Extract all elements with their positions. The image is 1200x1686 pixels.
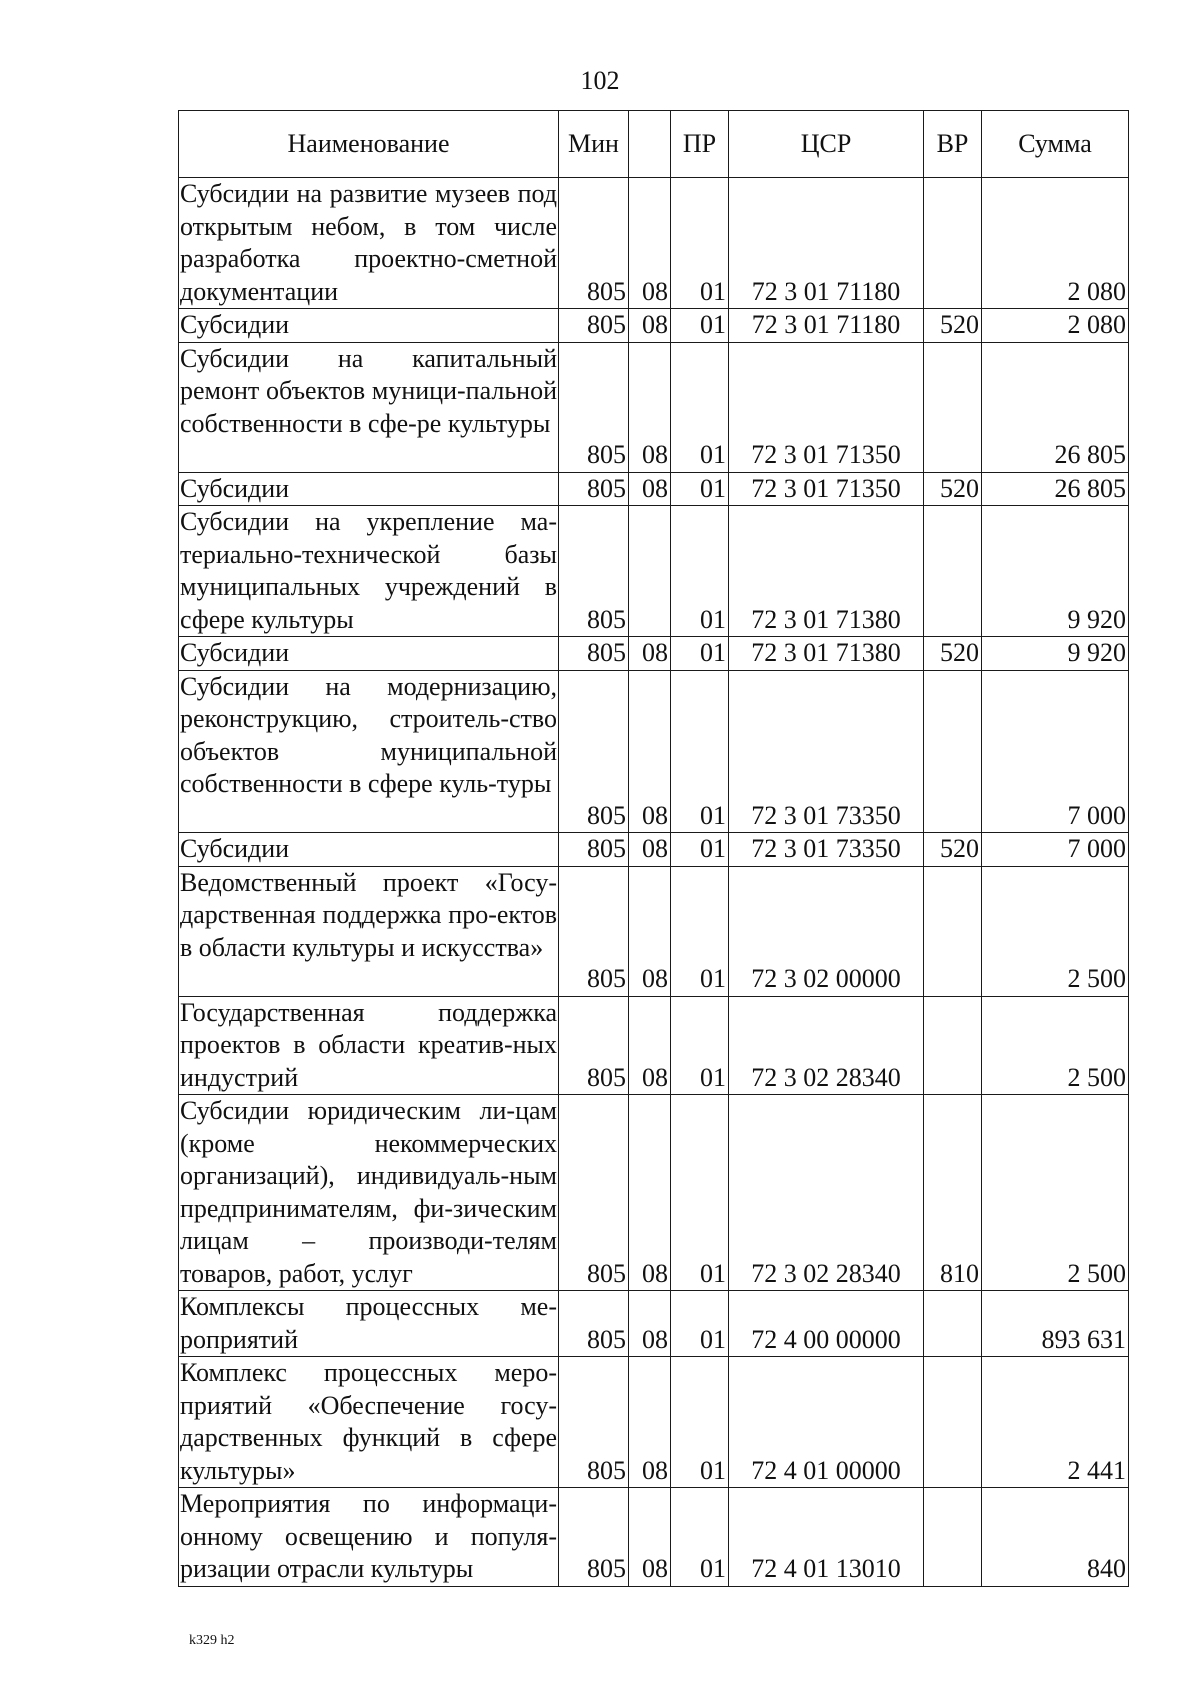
cell-rz: 08 (629, 1488, 671, 1587)
header-vr: ВР (924, 111, 982, 178)
cell-pr: 01 (671, 342, 729, 472)
cell-min: 805 (559, 1357, 629, 1488)
cell-vr (924, 178, 982, 309)
cell-pr: 01 (671, 637, 729, 671)
cell-name: Комплекс процессных меро-приятий «Обеспечение госу-дарственных функций в сфере культуры» (179, 1357, 559, 1488)
cell-name: Субсидии на развитие музеев под открытым небом, в том числе разработка проектно-сметной документации (179, 178, 559, 309)
cell-vr (924, 1291, 982, 1357)
cell-min: 805 (559, 833, 629, 867)
cell-sum: 893 631 (982, 1291, 1129, 1357)
header-min: Мин (559, 111, 629, 178)
cell-vr (924, 342, 982, 472)
cell-pr: 01 (671, 309, 729, 343)
cell-csr: 72 4 01 13010 (729, 1488, 924, 1587)
table-row (179, 309, 1129, 343)
cell-pr: 01 (671, 866, 729, 996)
cell-vr (924, 506, 982, 637)
cell-vr: 520 (924, 309, 982, 343)
cell-csr: 72 3 01 71380 (729, 506, 924, 637)
footer-code: k329 h2 (189, 1633, 235, 1648)
cell-csr: 72 3 02 00000 (729, 866, 924, 996)
table-row (179, 1488, 1129, 1587)
cell-name: Субсидии (179, 472, 559, 506)
cell-min: 805 (559, 309, 629, 343)
cell-min: 805 (559, 866, 629, 996)
cell-csr: 72 3 01 73350 (729, 833, 924, 867)
header-sum: Сумма (982, 111, 1129, 178)
cell-rz: 08 (629, 996, 671, 1095)
cell-vr (924, 996, 982, 1095)
table-row (179, 178, 1129, 309)
cell-name: Субсидии на капитальный ремонт объектов муници-пальной собственности в сфе-ре культуры (179, 342, 559, 472)
cell-rz: 08 (629, 342, 671, 472)
cell-min: 805 (559, 1095, 629, 1291)
header-rz (629, 111, 671, 178)
cell-csr: 72 3 01 71380 (729, 637, 924, 671)
cell-min: 805 (559, 342, 629, 472)
cell-sum: 840 (982, 1488, 1129, 1587)
cell-csr: 72 3 01 71350 (729, 472, 924, 506)
cell-pr: 01 (671, 1488, 729, 1587)
cell-csr: 72 3 02 28340 (729, 996, 924, 1095)
cell-csr: 72 3 01 71350 (729, 342, 924, 472)
cell-rz: 08 (629, 833, 671, 867)
cell-vr: 520 (924, 833, 982, 867)
cell-rz: 08 (629, 670, 671, 833)
cell-name: Субсидии (179, 637, 559, 671)
cell-sum: 26 805 (982, 472, 1129, 506)
cell-sum: 2 441 (982, 1357, 1129, 1488)
cell-min: 805 (559, 1291, 629, 1357)
cell-pr: 01 (671, 833, 729, 867)
cell-sum: 2 500 (982, 866, 1129, 996)
cell-pr: 01 (671, 1095, 729, 1291)
cell-pr: 01 (671, 996, 729, 1095)
cell-rz: 08 (629, 1095, 671, 1291)
cell-pr: 01 (671, 1291, 729, 1357)
cell-rz: 08 (629, 1291, 671, 1357)
table-row (179, 472, 1129, 506)
cell-rz: 08 (629, 637, 671, 671)
cell-sum: 9 920 (982, 506, 1129, 637)
cell-pr: 01 (671, 472, 729, 506)
table-body (179, 178, 1129, 1587)
cell-csr: 72 3 02 28340 (729, 1095, 924, 1291)
cell-vr (924, 1488, 982, 1587)
table-header-row (179, 111, 1129, 178)
cell-vr (924, 866, 982, 996)
cell-min: 805 (559, 637, 629, 671)
cell-min: 805 (559, 178, 629, 309)
cell-rz: 08 (629, 866, 671, 996)
cell-sum: 2 500 (982, 1095, 1129, 1291)
cell-name: Субсидии (179, 309, 559, 343)
table-row (179, 506, 1129, 637)
cell-csr: 72 3 01 73350 (729, 670, 924, 833)
cell-csr: 72 4 00 00000 (729, 1291, 924, 1357)
table-row (179, 670, 1129, 833)
cell-min: 805 (559, 1488, 629, 1587)
cell-pr: 01 (671, 506, 729, 637)
budget-table (178, 110, 1129, 1587)
table-row (179, 866, 1129, 996)
cell-min: 805 (559, 506, 629, 637)
cell-name: Ведомственный проект «Госу-дарственная поддержка про-ектов в области культуры и искусства» (179, 866, 559, 996)
cell-name: Субсидии на укрепление ма-териально-технической базы муниципальных учреждений в сфере культуры (179, 506, 559, 637)
cell-rz (629, 506, 671, 637)
cell-name: Субсидии на модернизацию, реконструкцию, строитель-ство объектов муниципальной собственности в сфере куль-туры (179, 670, 559, 833)
cell-name: Субсидии (179, 833, 559, 867)
cell-name: Комплексы процессных ме-роприятий (179, 1291, 559, 1357)
cell-sum: 2 080 (982, 309, 1129, 343)
cell-vr (924, 670, 982, 833)
table-row (179, 1291, 1129, 1357)
cell-vr (924, 1357, 982, 1488)
table-row (179, 996, 1129, 1095)
cell-rz: 08 (629, 178, 671, 309)
cell-pr: 01 (671, 670, 729, 833)
page-number: 102 (580, 66, 620, 95)
cell-name: Государственная поддержка проектов в области креатив-ных индустрий (179, 996, 559, 1095)
header-pr: ПР (671, 111, 729, 178)
cell-pr: 01 (671, 1357, 729, 1488)
header-name: Наименование (179, 111, 559, 178)
cell-sum: 7 000 (982, 833, 1129, 867)
cell-rz: 08 (629, 472, 671, 506)
cell-sum: 26 805 (982, 342, 1129, 472)
cell-csr: 72 3 01 71180 (729, 309, 924, 343)
cell-min: 805 (559, 472, 629, 506)
cell-sum: 7 000 (982, 670, 1129, 833)
cell-vr: 520 (924, 637, 982, 671)
cell-vr: 810 (924, 1095, 982, 1291)
cell-sum: 2 080 (982, 178, 1129, 309)
cell-vr: 520 (924, 472, 982, 506)
table-row (179, 1095, 1129, 1291)
cell-min: 805 (559, 996, 629, 1095)
cell-csr: 72 3 01 71180 (729, 178, 924, 309)
cell-name: Субсидии юридическим ли-цам (кроме некоммерческих организаций), индивидуаль-ным предпринимателям, фи-зическим лицам – производи-телям товаров, работ, услуг (179, 1095, 559, 1291)
cell-rz: 08 (629, 1357, 671, 1488)
cell-sum: 9 920 (982, 637, 1129, 671)
table-row (179, 833, 1129, 867)
cell-name: Мероприятия по информаци-онному освещению и популя-ризации отрасли культуры (179, 1488, 559, 1587)
table-row (179, 342, 1129, 472)
cell-rz: 08 (629, 309, 671, 343)
table-row (179, 637, 1129, 671)
cell-pr: 01 (671, 178, 729, 309)
cell-min: 805 (559, 670, 629, 833)
header-csr: ЦСР (729, 111, 924, 178)
table-row (179, 1357, 1129, 1488)
cell-sum: 2 500 (982, 996, 1129, 1095)
cell-csr: 72 4 01 00000 (729, 1357, 924, 1488)
